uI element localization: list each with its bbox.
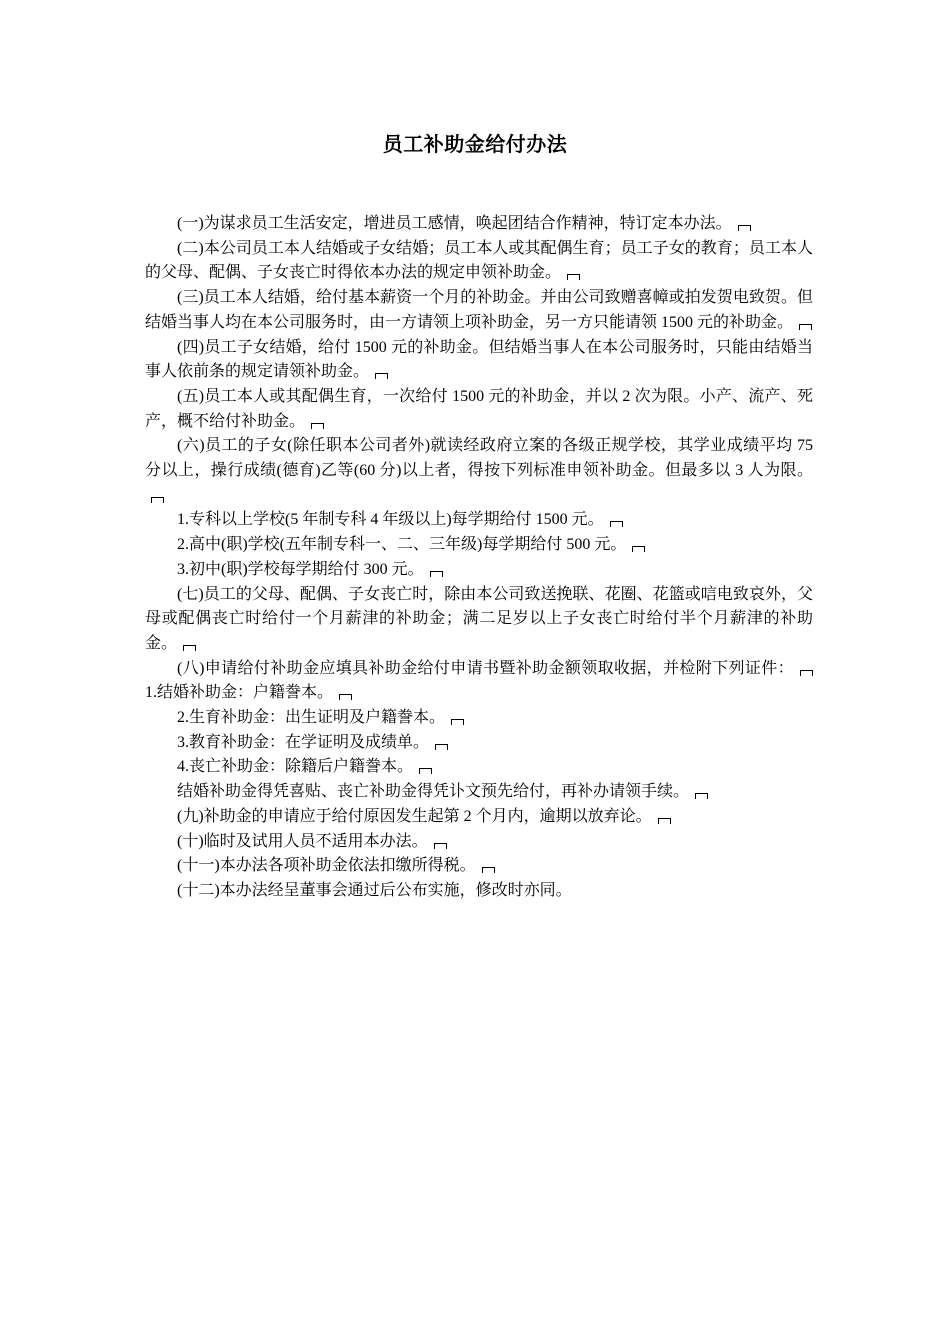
paragraph-text: (十一)本办法各项补助金依法扣缴所得税。 [177, 857, 476, 875]
paragraph-mark-icon [695, 793, 708, 799]
paragraph-text: 2.高中(职)学校(五年制专科一、二、三年级)每学期给付 500 元。 [177, 536, 627, 554]
paragraph [145, 780, 813, 805]
document-title: 员工补助金给付办法 [382, 134, 568, 156]
paragraph [145, 434, 813, 508]
paragraph-mark-icon [435, 744, 448, 750]
paragraph-text: 1.专科以上学校(5 年制专科 4 年级以上)每学期给付 1500 元。 [177, 511, 604, 529]
paragraph-mark-icon [567, 274, 580, 280]
paragraph-mark-icon [451, 719, 464, 725]
paragraph [145, 286, 813, 335]
paragraph-text: (八)申请给付补助金应填具补助金给付申请书暨补助金额领取收据，并检附下列证件： [177, 659, 794, 677]
paragraph [145, 805, 813, 830]
paragraph-mark-icon [151, 497, 164, 503]
paragraph [145, 755, 813, 780]
paragraph-mark-icon [430, 571, 443, 577]
paragraph [145, 558, 813, 583]
paragraph [145, 212, 813, 237]
paragraph-text: 2.生育补助金：出生证明及户籍誊本。 [177, 709, 446, 727]
paragraph-mark-icon [419, 768, 432, 774]
paragraph-mark-icon [311, 423, 324, 429]
paragraph-text: 1.结婚补助金：户籍誊本。 [145, 684, 334, 702]
paragraph-text: 3.初中(职)学校每学期给付 300 元。 [177, 560, 424, 578]
paragraph-text: 4.丧亡补助金：除籍后户籍誊本。 [177, 758, 414, 776]
paragraph [145, 508, 813, 533]
paragraph-mark-icon [799, 324, 812, 330]
paragraph-text: (九)补助金的申请应于给付原因发生起第 2 个月内，逾期以放弃论。 [177, 807, 652, 825]
paragraph-text: (一)为谋求员工生活安定，增进员工感情，唤起团结合作精神，特订定本办法。 [177, 215, 732, 232]
paragraph-mark-icon [738, 225, 751, 231]
paragraph-mark-icon [183, 645, 196, 651]
paragraph-mark-icon [610, 521, 623, 527]
paragraph-text: (七)员工的父母、配偶、子女丧亡时，除由本公司致送挽联、花圈、花篮或唁电致哀外，父母或配偶丧亡时给付一个月薪津的补助金；满二足岁以上子女丧亡时给付半个月薪津的补助金。 [145, 585, 813, 652]
paragraph [145, 533, 813, 558]
paragraph [145, 879, 813, 904]
paragraph [145, 657, 813, 706]
paragraph-mark-icon [375, 373, 388, 379]
paragraph-mark-icon [482, 867, 495, 873]
paragraph [145, 731, 813, 756]
paragraph-text: (五)员工本人或其配偶生育，一次给付 1500 元的补助金，并以 2 次为限。小产、流产、死产，概不给付补助金。 [145, 387, 813, 430]
paragraph-text: (四)员工子女结婚，给付 1500 元的补助金。但结婚当事人在本公司服务时，只能由结婚当事人依前条的规定请领补助金。 [145, 338, 813, 381]
paragraph [145, 385, 813, 434]
paragraph-mark-icon [434, 843, 447, 849]
paragraph-mark-icon [339, 694, 352, 700]
paragraph-text: (十二)本办法经呈董事会通过后公布实施，修改时亦同。 [177, 881, 572, 899]
paragraph [145, 237, 813, 286]
paragraph-text: (二)本公司员工本人结婚或子女结婚；员工本人或其配偶生育；员工子女的教育；员工本人的父母、配偶、子女丧亡时得依本办法的规定申领补助金。 [145, 239, 813, 282]
paragraph [145, 706, 813, 731]
paragraph [145, 854, 813, 879]
paragraph-text: (三)员工本人结婚，给付基本薪资一个月的补助金。并由公司致赠喜幛或拍发贺电致贺。但结婚当事人均在本公司服务时，由一方请领上项补助金，另一方只能请领 1500 元的补助金。 [145, 289, 813, 331]
paragraph [145, 583, 813, 657]
paragraph-text: (六)员工的子女(除任职本公司者外)就读经政府立案的各级正规学校，其学业成绩平均 75 分以上，操行成绩(德育)乙等(60 分)以上者，得按下列标准申领补助金。但最多以 3 人为限。 [145, 437, 813, 480]
paragraph-mark-icon [800, 670, 813, 676]
paragraph [145, 336, 813, 385]
paragraph-text: (十)临时及试用人员不适用本办法。 [177, 832, 428, 850]
paragraph-text: 3.教育补助金：在学证明及成绩单。 [177, 733, 430, 751]
paragraph-mark-icon [658, 818, 671, 824]
paragraph-text: 结婚补助金得凭喜贴、丧亡补助金得凭讣文预先给付，再补办请领手续。 [177, 783, 690, 801]
document-body [145, 212, 813, 904]
paragraph-mark-icon [632, 546, 645, 552]
paragraph [145, 830, 813, 855]
